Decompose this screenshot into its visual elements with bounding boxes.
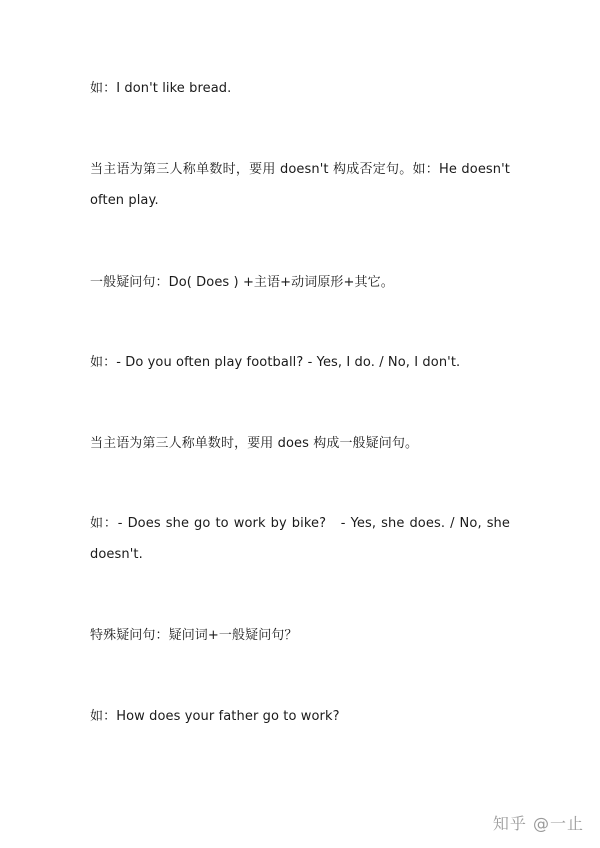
example-third-person-question: 如：- Does she go to work by bike? - Yes, she does. / No, she doesn't. bbox=[90, 516, 510, 562]
rule-third-person-question: 当主语为第三人称单数时，要用 does 构成一般疑问句。 bbox=[90, 436, 419, 451]
zhihu-watermark: 知乎 @一止 bbox=[492, 814, 584, 833]
example-general-question: 如：- Do you often play football? - Yes, I do. / No, I don't. bbox=[90, 355, 461, 370]
example-negative-sentence: 如：I don't like bread. bbox=[90, 81, 232, 96]
rule-general-question: 一般疑问句：Do( Does ) +主语+动词原形+其它。 bbox=[90, 275, 394, 290]
example-special-question: 如：How does your father go to work? bbox=[90, 709, 340, 724]
rule-special-question: 特殊疑问句：疑问词+一般疑问句？ bbox=[90, 628, 298, 643]
rule-third-person-negative: 当主语为第三人称单数时，要用 doesn't 构成否定句。如：He doesn't often play. bbox=[90, 162, 510, 208]
